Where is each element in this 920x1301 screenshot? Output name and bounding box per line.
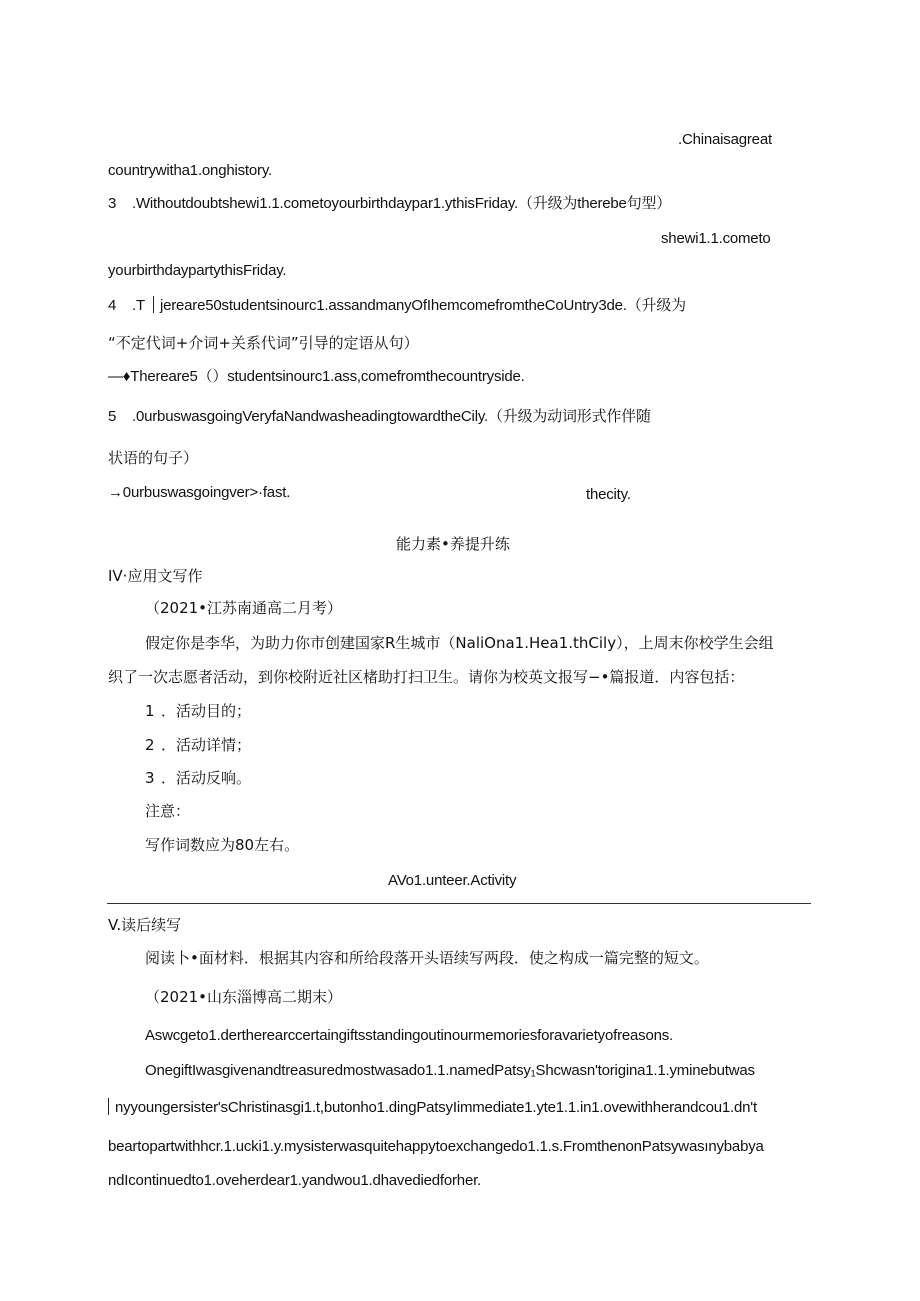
- section-4-prompt-line-1: 假定你是李华，为助力你市创建国家R生城市（NaliOna1.Hea1.thCily），上周末你校学生会组: [145, 634, 774, 652]
- writing-line: [107, 903, 811, 904]
- passage-line-3-text: nyyoungersister'sChristinasgi1.t,butonho1.dingPatsyIimmediate1.yte1.1.in1.ovewithherandcou1.dn't: [115, 1099, 757, 1116]
- item-3-answer-part: shewi1.1.cometo: [661, 230, 771, 247]
- point-1-number: 1: [145, 702, 155, 720]
- item-3: [108, 194, 671, 214]
- section-4-heading: IV·应用文写作: [108, 567, 203, 585]
- passage-line-1: Aswcgeto1.dertherearccertaingiftsstandingoutinourmemoriesforavarietyofreasons.: [145, 1027, 674, 1044]
- item-4-answer: —♦Thereare5（）studentsinourc1.ass,comefromthecountryside.: [108, 368, 525, 385]
- point-2: [145, 735, 251, 755]
- item-5-answer-b: thecity.: [586, 486, 631, 503]
- note-label: 注意：: [145, 802, 191, 820]
- item-3-answer-cont: yourbirthdaypartythisFriday.: [108, 262, 287, 279]
- item-3-number: 3: [108, 195, 117, 212]
- item-4-number: 4: [108, 297, 117, 314]
- point-1: [145, 701, 251, 721]
- passage-line-4: beartopartwithhcr.1.ucki1.y.mysisterwasquitehappytoexchangedo1.1.s.FromthenonPatsywasınybabya: [108, 1138, 764, 1155]
- line-country: countrywitha1.onghistory.: [108, 162, 272, 179]
- section-4-prompt-line-2: 织了一次志愿者活动，到你校附近社区楮助打扫卫生。请你为校英文报写−•篇报道．内容包括：: [108, 668, 745, 686]
- item-4-text-a: .T: [132, 297, 145, 314]
- passage-line-2: OnegiftIwasgivenandtreasuredmostwasado1.1.namedPatsy₁Shcwasn'torigina1.1.yminebutwas: [145, 1062, 755, 1079]
- point-3-number: 3: [145, 769, 155, 787]
- line-china: .Chinaisagreat: [678, 131, 772, 148]
- point-3-text: ．活动反响。: [161, 769, 252, 787]
- item-5-number: 5: [108, 408, 117, 425]
- section-title: 能力素•养提升练: [396, 535, 510, 553]
- passage-line-3: [108, 1098, 757, 1118]
- section-5-instruction: 阅读卜•面材料．根据其内容和所给段落开头语续写两段．使之构成一篇完整的短文。: [145, 949, 709, 967]
- point-2-text: ．活动详情；: [161, 736, 252, 754]
- essay-title: AVo1.unteer.Activity: [388, 872, 517, 889]
- passage-line-5: ndIcontinuedto1.oveherdear1.yandwou1.dhavediedforher.: [108, 1172, 482, 1189]
- vertical-bar-mark: [108, 1098, 109, 1115]
- item-5: [108, 407, 651, 427]
- point-2-number: 2: [145, 736, 155, 754]
- item-4-text-b: jereare50studentsinourc1.assandmanyOfIhemcomefromtheCoUntry3de.（升级为: [159, 297, 686, 314]
- item-4: [108, 296, 686, 316]
- point-3: [145, 768, 251, 788]
- section-5-heading: V.读后续写: [108, 916, 182, 934]
- section-5-source: （2021•山东淄博高二期末）: [145, 988, 343, 1006]
- note-text: 写作词数应为80左右。: [145, 836, 300, 854]
- section-4-source: （2021•江苏南通高二月考）: [145, 599, 343, 617]
- item-5-text-cont: 状语的句子）: [108, 449, 199, 467]
- item-5-text: .0urbuswasgoingVeryfaNandwasheadingtowardtheCily.（升级为动词形式作伴随: [132, 408, 651, 425]
- item-3-text: .Withoutdoubtshewi1.1.cometoyourbirthdaypar1.ythisFriday.（升级为therebe句型）: [132, 195, 672, 212]
- item-4-text-cont: “不定代词+介词+关系代词”引导的定语从句）: [108, 334, 419, 352]
- item-5-answer-a: →0urbuswasgoingver>·fast.: [108, 484, 291, 501]
- vertical-bar-mark: [153, 296, 154, 313]
- point-1-text: ．活动目的；: [161, 702, 252, 720]
